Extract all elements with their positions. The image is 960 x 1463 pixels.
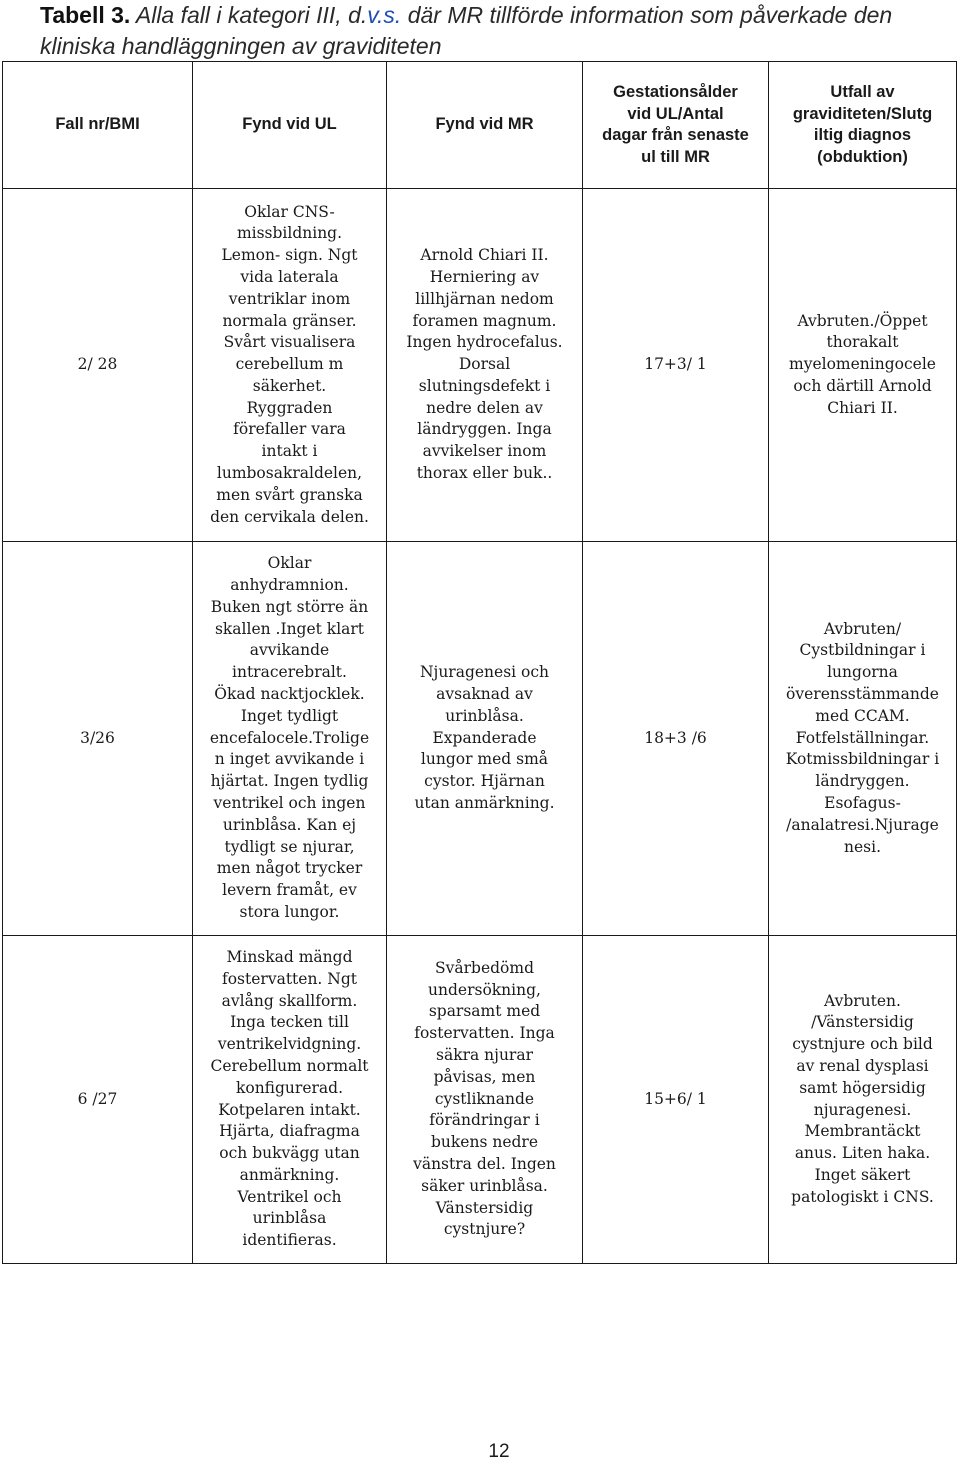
header-ul-findings: Fynd vid UL <box>193 62 387 189</box>
cell-ul-findings: Oklar CNS- missbildning. Lemon- sign. Ngt vida laterala ventriklar inom normala gränser. Svårt visualisera cerebellum m säkerhet. Ryggraden förefaller vara intakt i lumbosakraldelen, men svårt granska den cervikala delen. <box>193 189 387 542</box>
cell-ul-findings: Minskad mängd fostervatten. Ngt avlång skallform. Inga tecken till ventrikelvidgning. Cerebellum normalt konfigurerad. Kotpelaren intakt. Hjärta, diafragma och bukvägg utan anmärkning. Ventrikel och urinblåsa identifieras. <box>193 936 387 1264</box>
header-gestational-age: Gestationsålder vid UL/Antal dagar från senaste ul till MR <box>583 62 769 189</box>
cell-ul-findings: Oklar anhydramnion. Buken ngt större än skallen .Inget klart avvikande intracerebralt. Ökad nacktjocklek. Inget tydligt encefalocele.Trolige n inget avvikande i hjärtat. Ingen tydlig ventrikel och ingen urinblåsa. Kan ej tydligt se njurar, men något trycker levern framåt, ev stora lungor. <box>193 542 387 936</box>
table-caption-link[interactable]: v.s. <box>367 2 402 28</box>
cell-case: 6 /27 <box>3 936 193 1264</box>
cell-case: 3/26 <box>3 542 193 936</box>
header-case: Fall nr/BMI <box>3 62 193 189</box>
table-row <box>3 936 957 1264</box>
cell-mr-findings: Arnold Chiari II. Herniering av lillhjärnan nedom foramen magnum. Ingen hydrocefalus. Dorsal slutningsdefekt i nedre delen av ländryggen. Inga avvikelser inom thorax eller buk.. <box>387 189 583 542</box>
table-caption-text: Alla fall i kategori III, d. <box>130 2 368 28</box>
cell-gestational-age: 17+3/ 1 <box>583 189 769 542</box>
header-mr-findings: Fynd vid MR <box>387 62 583 189</box>
cell-gestational-age: 18+3 /6 <box>583 542 769 936</box>
table-caption-text-continued: där MR tillförde information som påverkade den <box>401 2 893 28</box>
table-row <box>3 542 957 936</box>
table-row <box>3 189 957 542</box>
cell-outcome: Avbruten/ Cystbildningar i lungorna överensstämmande med CCAM. Fotfelställningar. Kotmissbildningar i ländryggen. Esofagus- /analatresi.Njurage nesi. <box>769 542 957 936</box>
table-caption <box>40 0 940 62</box>
page-number: 12 <box>488 1441 510 1462</box>
cell-outcome: Avbruten. /Vänstersidig cystnjure och bild av renal dysplasi samt högersidig njuragenesi. Membrantäckt anus. Liten haka. Inget säkert patologiskt i CNS. <box>769 936 957 1264</box>
cell-mr-findings: Njuragenesi och avsaknad av urinblåsa. Expanderade lungor med små cystor. Hjärnan utan anmärkning. <box>387 542 583 936</box>
header-row <box>3 62 957 189</box>
cell-case: 2/ 28 <box>3 189 193 542</box>
cell-outcome: Avbruten./Öppet thorakalt myelomeningocele och därtill Arnold Chiari II. <box>769 189 957 542</box>
cell-gestational-age: 15+6/ 1 <box>583 936 769 1264</box>
cell-mr-findings: Svårbedömd undersökning, sparsamt med fostervatten. Inga säkra njurar påvisas, men cystliknande förändringar i bukens nedre vänstra del. Ingen säker urinblåsa. Vänstersidig cystnjure? <box>387 936 583 1264</box>
table-caption-line-2: kliniska handläggningen av graviditeten <box>40 33 442 59</box>
header-outcome: Utfall av graviditeten/Slutg iltig diagnos (obduktion) <box>769 62 957 189</box>
table-caption-number: Tabell 3. <box>40 2 131 28</box>
cases-table <box>2 61 957 1264</box>
